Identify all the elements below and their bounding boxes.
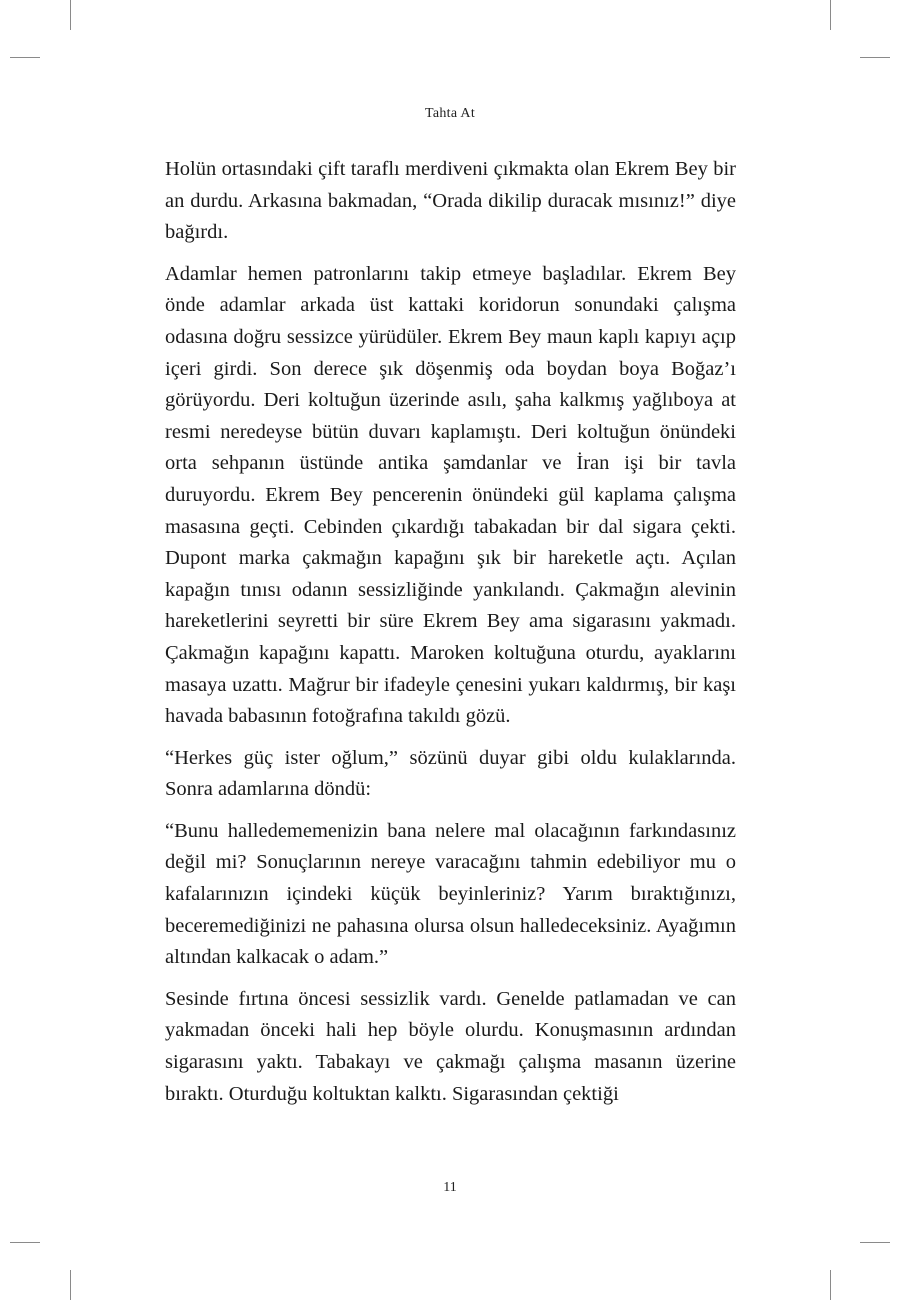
paragraph: “Bunu halledememenizin bana nelere mal olacağının farkındasınız değil mi? Sonuçlarının nereye varacağını tahmin edebiliyor mu o kafalarınızın içindeki küçük beyinleriniz? Yarım bıraktığınızı, beceremediğinizi ne pahasına olursa olsun halledeceksiniz. Ayağımın altından kalkacak o adam.” — [165, 819, 736, 969]
crop-mark-top-left — [70, 0, 71, 30]
running-title: Tahta At — [424, 106, 476, 121]
body-text — [165, 154, 736, 1120]
crop-mark-bottom-left — [70, 1270, 71, 1300]
crop-mark-left-top — [10, 57, 40, 58]
paragraph: Holün ortasındaki çift taraflı merdiveni çıkmakta olan Ekrem Bey bir an durdu. Arkasına bakmadan, “Orada dikilip duracak mısınız!” diye bağırdı. — [165, 158, 736, 244]
crop-mark-right-top — [860, 57, 890, 58]
crop-mark-bottom-right — [830, 1270, 831, 1300]
paragraph: Sesinde fırtına öncesi sessizlik vardı. Genelde patlamadan ve can yakmadan önceki hali hep böyle olurdu. Konuşmasının ardından sigarasını yaktı. Tabakayı ve çakmağı çalışma masanın üzerine bıraktı. Oturduğu koltuktan kalktı. Sigarasından çektiği — [165, 987, 736, 1105]
page-number: 11 — [443, 1180, 457, 1195]
paragraph: Adamlar hemen patronlarını takip etmeye başladılar. Ekrem Bey önde adamlar arkada üst kattaki koridorun sonundaki çalışma odasına doğru sessizce yürüdüler. Ekrem Bey maun kaplı kapıyı açıp içeri girdi. Son derece şık döşenmiş oda boydan boya Boğaz’ı görüyordu. Deri koltuğun üzerinde asılı, şaha kalkmış yağlıboya at resmi neredeyse bütün duvarı kaplamıştı. Deri koltuğun önündeki orta sehpanın üstünde antika şamdanlar ve İran işi bir tavla duruyordu. Ekrem Bey pencerenin önündeki gül kaplama çalışma masasına geçti. Cebinden çıkardığı tabakadan bir dal sigara çekti. Dupont marka çakmağın kapağını şık bir hareketle açtı. Açılan kapağın tınısı odanın sessizliğinde yankılandı. Çakmağın alevinin hareketlerini seyretti bir süre Ekrem Bey ama sigarasını yakmadı. Çakmağın kapağını kapattı. Maroken koltuğuna oturdu, ayaklarını masaya uzattı. Mağrur bir ifadeyle çenesini yukarı kaldırmış, bir kaşı havada babasının fotoğrafına takıldı gözü. — [165, 262, 736, 728]
crop-mark-left-bottom — [10, 1242, 40, 1243]
crop-mark-right-bottom — [860, 1242, 890, 1243]
paragraph: “Herkes güç ister oğlum,” sözünü duyar gibi oldu kulaklarında. Sonra adamlarına döndü: — [165, 746, 736, 801]
crop-mark-top-right — [830, 0, 831, 30]
